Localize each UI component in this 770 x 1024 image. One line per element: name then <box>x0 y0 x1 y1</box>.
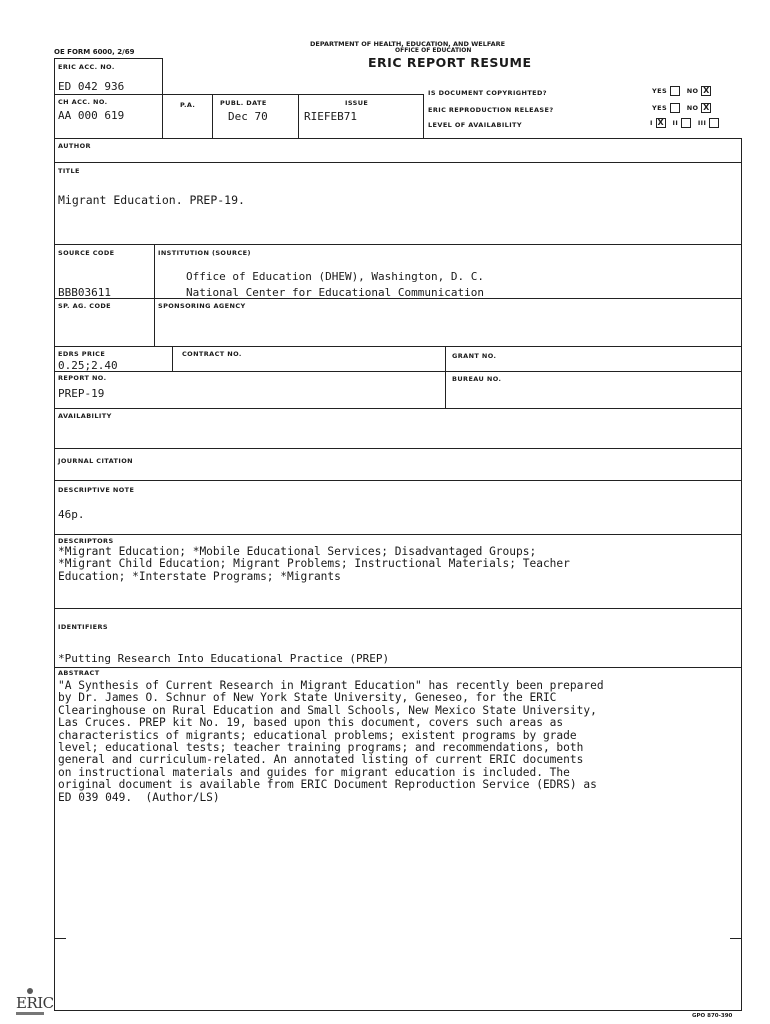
report-no-label: REPORT NO. <box>58 374 107 382</box>
descriptors-text <box>58 546 570 583</box>
issue-value: RIEFEB71 <box>304 110 357 123</box>
grant-label: GRANT NO. <box>452 352 497 360</box>
copyright-yes-label: YES <box>652 87 668 95</box>
descriptor-line: Education; *Interstate Programs; *Migrants <box>58 569 341 583</box>
report-no-value: PREP-19 <box>58 387 105 400</box>
abstract-line: characteristics of migrants; educational problems; existent programs by grade <box>58 728 577 742</box>
abstract-line: level; educational tests; teacher training programs; and recommendations, both <box>58 741 584 755</box>
bureau-label: BUREAU NO. <box>452 375 502 383</box>
abstract-line: ED 039 049. (Author/LS) <box>58 790 220 804</box>
copyright-options <box>652 86 711 96</box>
descriptive-note-value: 46p. <box>58 508 85 521</box>
level-ii-checkbox[interactable] <box>681 118 691 128</box>
reproduction-no-label: NO <box>686 104 699 112</box>
abstract-line: original document is available from ERIC Document Reproduction Service (EDRS) as <box>58 778 597 792</box>
identifiers-value: *Putting Research Into Educational Practice (PREP) <box>58 652 390 665</box>
report-resume-title: ERIC REPORT RESUME <box>368 55 532 70</box>
copyright-no-label: NO <box>686 87 699 95</box>
level-i-label: I <box>650 119 653 127</box>
institution-label: INSTITUTION (SOURCE) <box>158 249 251 257</box>
edrs-price-label: EDRS PRICE <box>58 350 106 358</box>
eric-logo-text: ERIC <box>16 994 54 1012</box>
abstract-label: ABSTRACT <box>58 669 100 677</box>
abstract-line: Clearinghouse on Rural Education and Small Schools, New Mexico State University, <box>58 703 597 717</box>
ch-acc-label: CH ACC. NO. <box>58 98 108 106</box>
eric-acc-label: ERIC ACC. NO. <box>58 63 115 71</box>
availability-level-label: LEVEL OF AVAILABILITY <box>428 121 522 129</box>
institution-line-1: Office of Education (DHEW), Washington, D. C. <box>186 270 485 283</box>
edrs-price-value: 0.25;2.40 <box>58 359 118 372</box>
office-heading: OFFICE OF EDUCATION <box>395 47 472 54</box>
publ-date-value: Dec 70 <box>228 110 268 123</box>
sponsoring-agency-label: SPONSORING AGENCY <box>158 302 246 310</box>
abstract-text <box>58 680 604 804</box>
eric-acc-value: ED 042 936 <box>58 80 125 93</box>
author-label: AUTHOR <box>58 142 91 150</box>
descriptor-line: *Migrant Child Education; Migrant Problems; Instructional Materials; Teacher <box>58 557 570 571</box>
gpo-code: GPO 870-390 <box>692 1013 733 1019</box>
institution-line-2: National Center for Educational Communication <box>186 286 485 299</box>
descriptive-note-label: DESCRIPTIVE NOTE <box>58 486 135 494</box>
level-iii-label: III <box>697 119 707 127</box>
department-heading: DEPARTMENT OF HEALTH, EDUCATION, AND WELFARE <box>310 40 506 48</box>
ch-acc-value: AA 000 619 <box>58 109 125 122</box>
abstract-line: on instructional materials and guides for migrant education is included. The <box>58 765 570 779</box>
abstract-line: by Dr. James O. Schnur of New York State University, Geneseo, for the ERIC <box>58 691 557 705</box>
availability-level-options <box>650 118 719 128</box>
abstract-line: general and curriculum-related. An annotated listing of current ERIC documents <box>58 753 584 767</box>
reproduction-yes-checkbox[interactable] <box>670 103 680 113</box>
title-value: Migrant Education. PREP-19. <box>58 193 245 207</box>
contract-label: CONTRACT NO. <box>182 350 242 358</box>
reproduction-label: ERIC REPRODUCTION RELEASE? <box>428 106 554 114</box>
level-i-checkbox[interactable]: X <box>657 118 665 127</box>
copyright-no-checkbox[interactable]: X <box>703 86 710 95</box>
journal-citation-label: JOURNAL CITATION <box>58 457 133 465</box>
level-ii-label: II <box>672 119 679 127</box>
abstract-line: "A Synthesis of Current Research in Migrant Education" has recently been prepared <box>58 679 604 692</box>
availability-label: AVAILABILITY <box>58 412 112 420</box>
sponsor-code-label: SP. AG. CODE <box>58 302 112 310</box>
identifiers-label: IDENTIFIERS <box>58 623 108 631</box>
reproduction-no-checkbox[interactable]: X <box>703 103 710 112</box>
abstract-line: Las Cruces. PREP kit No. 19, based upon this document, covers such areas as <box>58 716 564 730</box>
form-number: OE FORM 6000, 2/69 <box>54 48 135 56</box>
source-code-label: SOURCE CODE <box>58 249 115 257</box>
copyright-label: IS DOCUMENT COPYRIGHTED? <box>428 89 547 97</box>
level-iii-checkbox[interactable] <box>709 118 719 128</box>
copyright-yes-checkbox[interactable] <box>670 86 680 96</box>
issue-label: ISSUE <box>345 99 369 107</box>
source-code-value: BBB03611 <box>58 286 111 299</box>
descriptors-label: DESCRIPTORS <box>58 537 114 545</box>
eric-logo <box>16 988 54 1016</box>
descriptor-line: *Migrant Education; *Mobile Educational Services; Disadvantaged Groups; <box>58 545 537 558</box>
title-label: TITLE <box>58 167 80 175</box>
publ-date-label: PUBL. DATE <box>220 99 267 107</box>
reproduction-options <box>652 103 711 113</box>
reproduction-yes-label: YES <box>652 104 668 112</box>
pa-label: P.A. <box>180 101 196 109</box>
